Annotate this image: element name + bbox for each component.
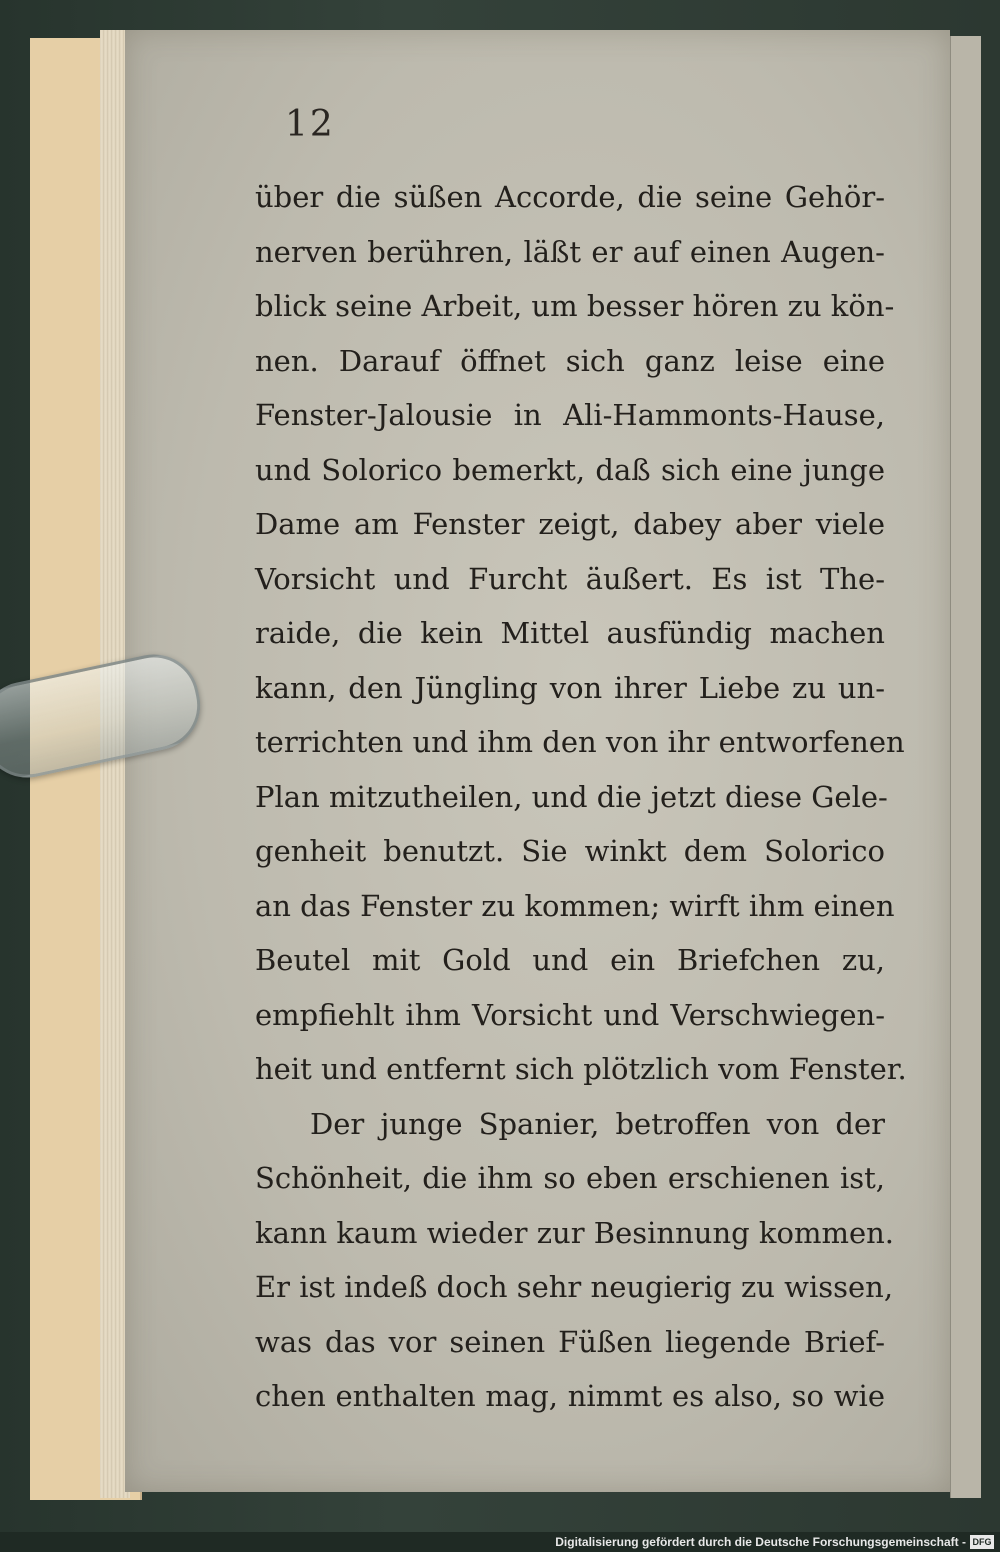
page-number: 12 (285, 104, 335, 145)
text-line: an das Fenster zu kommen; wirft ihm einen (255, 888, 895, 923)
text-line: über die süßen Accorde, die seine Gehör- (255, 180, 885, 214)
text-line: Vorsicht und Furcht äußert. Es ist The- (255, 561, 885, 596)
text-line: was das vor seinen Füßen liegende Brief- (255, 1324, 885, 1359)
adjacent-page (950, 36, 981, 1498)
text-line: empfiehlt ihm Vorsicht und Verschwiegen- (255, 997, 885, 1032)
text-line: Fenster-Jalousie in Ali-Hammonts-Hause, (255, 398, 885, 432)
text-line: blick seine Arbeit, um besser hören zu kön- (255, 289, 895, 323)
page-text (255, 170, 907, 1424)
text-line: Der junge Spanier, betroffen von der (310, 1106, 885, 1141)
text-line: nen. Darauf öffnet sich ganz leise eine (255, 343, 885, 378)
text-line: raide, die kein Mittel ausfündig machen (255, 616, 885, 650)
text-line: und Solorico bemerkt, daß sich eine junge (255, 452, 885, 487)
text-line: Schönheit, die ihm so eben erschienen ist, (255, 1161, 885, 1195)
text-line: Er ist indeß doch sehr neugierig zu wissen, (255, 1270, 894, 1304)
footer-credit: Digitalisierung gefördert durch die Deutsche Forschungsgemeinschaft - (555, 1535, 966, 1549)
text-line: Plan mitzutheilen, und die jetzt diese Gele- (255, 779, 888, 814)
text-line: terrichten und ihm den von ihr entworfenen (255, 725, 905, 759)
text-line: kann kaum wieder zur Besinnung kommen. (255, 1215, 895, 1250)
text-line: genheit benutzt. Sie winkt dem Solorico (255, 834, 885, 868)
text-line: chen enthalten mag, nimmt es also, so wie (255, 1379, 885, 1413)
text-line: heit und entfernt sich plötzlich vom Fenster. (255, 1052, 907, 1086)
text-line: nerven berühren, läßt er auf einen Augen- (255, 234, 885, 269)
text-line: Dame am Fenster zeigt, dabey aber viele (255, 507, 885, 541)
dfg-logo: DFG (970, 1535, 994, 1549)
text-line: Beutel mit Gold und ein Briefchen zu, (255, 943, 885, 977)
text-line: kann, den Jüngling von ihrer Liebe zu un- (255, 670, 885, 705)
